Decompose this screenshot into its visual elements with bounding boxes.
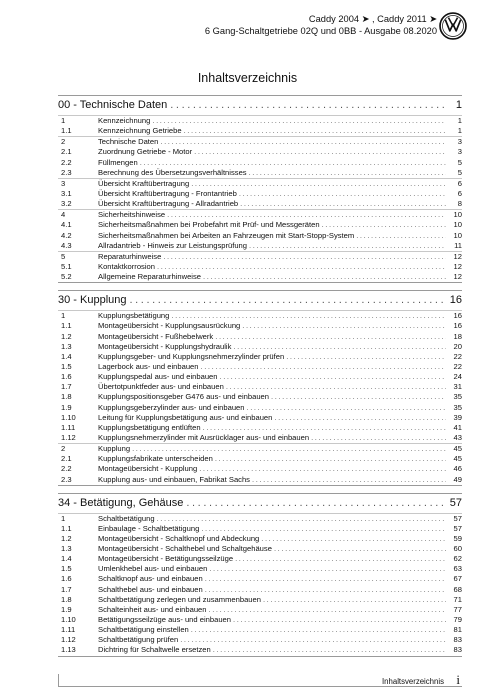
entry-number: 3.2: [61, 199, 72, 209]
toc-entry[interactable]: [58, 252, 462, 262]
entry-number: 2: [61, 444, 66, 454]
table-of-contents: [58, 95, 462, 657]
entry-title: Technische Daten: [98, 137, 159, 147]
dot-leader: [209, 564, 446, 574]
entry-page: 3: [457, 147, 462, 157]
toc-entry[interactable]: [58, 554, 462, 564]
section-title: 34 - Betätigung, Gehäuse: [58, 496, 184, 509]
toc-entry[interactable]: [58, 116, 462, 126]
toc-entry[interactable]: [58, 272, 462, 282]
entry-title: Füllmengen: [98, 157, 138, 167]
entry-page: 31: [453, 382, 462, 392]
entry-page: 12: [453, 261, 462, 271]
dot-leader: [286, 352, 446, 362]
toc-entry[interactable]: [58, 475, 462, 485]
entry-title: Schaltknopf aus- und einbauen: [98, 574, 203, 584]
entry-page: 10: [453, 220, 462, 230]
dot-leader: [191, 625, 446, 635]
entry-title: Montageübersicht - Fußhebelwerk: [98, 331, 214, 341]
entry-title: Kennzeichnung: [98, 116, 151, 125]
entry-page: 6: [457, 188, 462, 198]
dot-leader: [201, 524, 446, 534]
entry-page: 3: [457, 137, 462, 147]
entry-number: 1.2: [61, 331, 72, 341]
entry-title: Sicherheitsmaßnahmen bei Arbeiten an Fahrzeugen mit Start-Stopp-System: [98, 230, 355, 240]
entry-number: 1.4: [61, 351, 72, 361]
entry-number: 1.9: [61, 402, 72, 412]
toc-entry[interactable]: [58, 403, 462, 413]
entry-title: Kupplungsbetätigung entlüften: [98, 422, 201, 432]
dot-leader: [130, 291, 446, 310]
entry-number: 3.1: [61, 188, 72, 198]
dot-leader: [215, 332, 446, 342]
entry-title: Übersicht Kraftübertragung - Allradantrieb: [98, 199, 239, 209]
entry-page: 24: [453, 372, 462, 382]
toc-section-heading[interactable]: [58, 96, 462, 115]
entry-title: Montageübersicht - Schaltknopf und Abdeckung: [98, 533, 260, 543]
entry-page: 20: [453, 341, 462, 351]
entry-number: 1.2: [61, 533, 72, 543]
toc-chapter-group: [58, 115, 462, 136]
entry-number: 1.8: [61, 594, 72, 604]
entry-title: Montageübersicht - Schalthebel und Schaltgehäuse: [98, 544, 272, 554]
entry-number: 1: [61, 513, 66, 523]
entry-page: 1: [457, 116, 462, 125]
entry-title: Montageübersicht - Kupplungshydraulik: [98, 341, 232, 351]
toc-entry[interactable]: [58, 524, 462, 534]
entry-number: 1.10: [61, 615, 76, 625]
entry-number: 5.1: [61, 261, 72, 271]
dot-leader: [249, 168, 446, 178]
dot-leader: [205, 574, 446, 584]
entry-page: 5: [457, 157, 462, 167]
entry-title: Schalteinheit aus- und einbauen: [98, 604, 207, 614]
dot-leader: [163, 252, 446, 262]
toc-entry[interactable]: [58, 413, 462, 423]
header-vehicle-line: Caddy 2004 ➤ , Caddy 2011 ➤: [308, 14, 437, 24]
entry-title: Reparaturhinweise: [98, 251, 162, 261]
entry-number: 1.6: [61, 372, 72, 382]
toc-chapter-group: [58, 310, 462, 443]
toc-entry[interactable]: [58, 231, 462, 241]
entry-number: 4: [61, 210, 66, 220]
entry-page: 59: [453, 533, 462, 543]
entry-page: 18: [453, 331, 462, 341]
entry-number: 2.2: [61, 157, 72, 167]
entry-title: Kupplung aus- und einbauen, Fabrikat Sachs: [98, 474, 250, 484]
entry-page: 62: [453, 554, 462, 564]
header-edition-line: 6 Gang-Schaltgetriebe 02Q und 0BB - Ausgabe 08.2020: [204, 25, 437, 36]
toc-entry[interactable]: [58, 534, 462, 544]
dot-leader: [233, 615, 446, 625]
entry-page: 22: [453, 361, 462, 371]
entry-number: 4.3: [61, 240, 72, 250]
toc-entry[interactable]: [58, 352, 462, 362]
toc-entry[interactable]: [58, 433, 462, 443]
entry-title: Allgemeine Reparaturhinweise: [98, 272, 201, 282]
entry-page: 60: [453, 544, 462, 554]
toc-entry[interactable]: [58, 423, 462, 433]
entry-page: 5: [457, 167, 462, 177]
toc-entry[interactable]: [58, 189, 462, 199]
toc-entry[interactable]: [58, 585, 462, 595]
entry-number: 1.10: [61, 412, 76, 422]
entry-title: Montageübersicht - Kupplung: [98, 464, 198, 474]
entry-number: 1: [61, 116, 66, 125]
dot-leader: [184, 126, 446, 136]
section-page: 1: [455, 99, 462, 111]
toc-entry[interactable]: [58, 168, 462, 178]
entry-title: Schaltbetätigung: [98, 513, 155, 523]
dot-leader: [194, 147, 446, 157]
footer-label: Inhaltsverzeichnis: [382, 677, 444, 686]
entry-page: 8: [457, 199, 462, 209]
entry-page: 57: [453, 513, 462, 523]
dot-leader: [235, 554, 446, 564]
entry-number: 2.1: [61, 454, 72, 464]
entry-number: 1.1: [61, 321, 72, 331]
dot-leader: [203, 423, 446, 433]
entry-page: 35: [453, 402, 462, 412]
dot-leader: [140, 158, 446, 168]
entry-page: 57: [453, 523, 462, 533]
toc-chapter-group: [58, 251, 462, 282]
entry-number: 1.1: [61, 523, 72, 533]
toc-entry[interactable]: [58, 444, 462, 454]
dot-leader: [205, 585, 446, 595]
entry-page: 68: [453, 584, 462, 594]
toc-chapter-group: [58, 136, 462, 178]
dot-leader: [167, 210, 446, 220]
toc-chapter-group: [58, 209, 462, 251]
toc-entry[interactable]: [58, 564, 462, 574]
toc-section-heading[interactable]: [58, 494, 462, 513]
entry-title: Kontaktkorrosion: [98, 261, 155, 271]
toc-entry[interactable]: [58, 311, 462, 321]
entry-title: Umlenkhebel aus- und einbauen: [98, 564, 208, 574]
entry-number: 1: [61, 311, 66, 321]
dot-leader: [249, 241, 446, 251]
toc-entry[interactable]: [58, 179, 462, 189]
entry-title: Schalthebel aus- und einbauen: [98, 584, 203, 594]
dot-leader: [242, 321, 446, 331]
toc-entry[interactable]: [58, 574, 462, 584]
entry-number: 2.3: [61, 167, 72, 177]
toc-entry[interactable]: [58, 464, 462, 474]
section-title: 30 - Kupplung: [58, 294, 127, 307]
entry-number: 1.8: [61, 392, 72, 402]
toc-entry[interactable]: [58, 137, 462, 147]
entry-title: Übersicht Kraftübertragung - Frontantrieb: [98, 188, 237, 198]
dot-leader: [180, 635, 446, 645]
entry-number: 5.2: [61, 272, 72, 282]
entry-page: 67: [453, 574, 462, 584]
entry-number: 2: [61, 137, 66, 147]
dot-leader: [209, 605, 446, 615]
entry-page: 49: [453, 474, 462, 484]
entry-page: 16: [453, 311, 462, 321]
entry-number: 1.5: [61, 361, 72, 371]
entry-page: 35: [453, 392, 462, 402]
entry-number: 1.7: [61, 584, 72, 594]
entry-title: Schaltbetätigung prüfen: [98, 635, 179, 645]
vw-logo-icon: [439, 12, 467, 40]
entry-page: 46: [453, 464, 462, 474]
entry-page: 22: [453, 351, 462, 361]
entry-number: 1.7: [61, 382, 72, 392]
dot-leader: [191, 179, 446, 189]
entry-title: Kupplungsgeberzylinder aus- und einbauen: [98, 402, 245, 412]
dot-leader: [356, 231, 446, 241]
toc-entry[interactable]: [58, 342, 462, 352]
toc-section: [58, 290, 462, 485]
dot-leader: [239, 189, 446, 199]
toc-entry[interactable]: [58, 199, 462, 209]
entry-number: 1.12: [61, 432, 76, 442]
toc-entry[interactable]: [58, 595, 462, 605]
entry-number: 3: [61, 178, 66, 188]
dot-leader: [160, 137, 446, 147]
toc-entry[interactable]: [58, 625, 462, 635]
toc-entry[interactable]: [58, 514, 462, 524]
toc-section-heading[interactable]: [58, 291, 462, 310]
dot-leader: [171, 311, 446, 321]
entry-page: 45: [453, 444, 462, 454]
entry-title: Dichtring für Schaltwelle ersetzen: [98, 645, 211, 655]
section-page: 57: [449, 496, 462, 509]
toc-entry[interactable]: [58, 382, 462, 392]
entry-number: 4.1: [61, 220, 72, 230]
toc-entry[interactable]: [58, 392, 462, 402]
toc-entry[interactable]: [58, 544, 462, 554]
entry-number: 4.2: [61, 230, 72, 240]
entry-title: Kennzeichnung Getriebe: [98, 126, 182, 136]
entry-title: Schaltbetätigung einstellen: [98, 625, 189, 635]
dot-leader: [215, 454, 446, 464]
entry-number: 1.12: [61, 635, 76, 645]
toc-entry[interactable]: [58, 454, 462, 464]
entry-title: Montageübersicht - Kupplungsausrückung: [98, 321, 241, 331]
toc-entry[interactable]: [58, 321, 462, 331]
entry-page: 83: [453, 645, 462, 655]
entry-page: 39: [453, 412, 462, 422]
entry-page: 10: [453, 230, 462, 240]
entry-title: Kupplungsfabrikate unterscheiden: [98, 454, 213, 464]
toc-entry[interactable]: [58, 126, 462, 136]
entry-page: 45: [453, 454, 462, 464]
entry-number: 1.13: [61, 645, 76, 655]
toc-entry[interactable]: [58, 241, 462, 251]
entry-page: 83: [453, 635, 462, 645]
entry-page: 6: [457, 178, 462, 188]
entry-page: 79: [453, 615, 462, 625]
entry-title: Kupplungsbetätigung: [98, 311, 170, 321]
dot-leader: [240, 199, 446, 209]
dot-leader: [247, 403, 447, 413]
footer-page-number: i: [456, 672, 460, 687]
dot-leader: [233, 342, 446, 352]
entry-number: 1.3: [61, 544, 72, 554]
toc-chapter-group: [58, 513, 462, 656]
section-title: 00 - Technische Daten: [58, 99, 168, 111]
toc-entry[interactable]: [58, 605, 462, 615]
entry-number: 5: [61, 251, 66, 261]
dot-leader: [271, 392, 446, 402]
entry-title: Leitung für Kupplungsbetätigung aus- und einbauen: [98, 412, 273, 422]
entry-title: Lagerbock aus- und einbauen: [98, 361, 199, 371]
entry-page: 81: [453, 625, 462, 635]
entry-page: 43: [453, 432, 462, 442]
entry-title: Sicherheitshinweise: [98, 210, 166, 220]
section-page: 16: [449, 294, 462, 307]
entry-number: 1.11: [61, 422, 76, 432]
entry-title: Zuordnung Getriebe - Motor: [98, 147, 193, 157]
entry-page: 41: [453, 422, 462, 432]
toc-entry[interactable]: [58, 158, 462, 168]
entry-number: 1.6: [61, 574, 72, 584]
toc-entry[interactable]: [58, 615, 462, 625]
entry-number: 1.3: [61, 341, 72, 351]
toc-entry[interactable]: [58, 147, 462, 157]
entry-title: Schaltbetätigung zerlegen und zusammenbauen: [98, 594, 261, 604]
page-title: Inhaltsverzeichnis: [197, 71, 298, 85]
toc-entry[interactable]: [58, 210, 462, 220]
entry-page: 12: [453, 272, 462, 282]
dot-leader: [263, 595, 446, 605]
toc-section: [58, 95, 462, 283]
dot-leader: [226, 382, 446, 392]
dot-leader: [157, 514, 446, 524]
entry-title: Übersicht Kraftübertragung: [98, 178, 190, 188]
dot-leader: [213, 645, 446, 655]
entry-title: Kupplungsnehmerzylinder mit Ausrücklager aus- und einbauen: [98, 432, 310, 442]
dot-leader: [186, 494, 445, 513]
toc-entry[interactable]: [58, 262, 462, 272]
toc-section: [58, 493, 462, 657]
entry-page: 1: [457, 126, 462, 136]
dot-leader: [274, 544, 446, 554]
dot-leader: [152, 116, 446, 126]
dot-leader: [252, 475, 446, 485]
toc-entry[interactable]: [58, 645, 462, 655]
entry-number: 1.5: [61, 564, 72, 574]
entry-page: 10: [453, 210, 462, 220]
dot-leader: [170, 96, 448, 115]
entry-number: 2.3: [61, 474, 72, 484]
dot-leader: [132, 444, 446, 454]
dot-leader: [311, 433, 446, 443]
toc-chapter-group: [58, 178, 462, 209]
entry-page: 11: [454, 240, 462, 250]
dot-leader: [261, 534, 446, 544]
entry-page: 63: [453, 564, 462, 574]
entry-title: Kupplung: [98, 444, 131, 454]
entry-title: Sicherheitsmaßnahmen bei Probefahrt mit Prüf- und Messgeräten: [98, 220, 320, 230]
toc-entry[interactable]: [58, 362, 462, 372]
entry-number: 1.4: [61, 554, 72, 564]
entry-page: 12: [453, 251, 462, 261]
toc-entry[interactable]: [58, 635, 462, 645]
dot-leader: [220, 372, 447, 382]
entry-title: Kupplungspedal aus- und einbauen: [98, 372, 218, 382]
entry-number: 1.11: [61, 625, 76, 635]
toc-entry[interactable]: [58, 372, 462, 382]
entry-number: 1.9: [61, 604, 72, 614]
dot-leader: [274, 413, 446, 423]
dot-leader: [200, 362, 446, 372]
page-footer: [58, 672, 462, 700]
toc-entry[interactable]: [58, 332, 462, 342]
dot-leader: [322, 220, 446, 230]
toc-entry[interactable]: [58, 220, 462, 230]
entry-title: Kupplungspositionsgeber G476 aus- und einbauen: [98, 392, 269, 402]
entry-page: 16: [453, 321, 462, 331]
dot-leader: [203, 272, 446, 282]
entry-number: 1.1: [61, 126, 72, 136]
entry-title: Berechnung des Übersetzungsverhältnisses: [98, 167, 247, 177]
entry-number: 2.2: [61, 464, 72, 474]
entry-title: Betätigungsseilzüge aus- und einbauen: [98, 615, 231, 625]
document-header: [205, 14, 437, 37]
toc-chapter-group: [58, 443, 462, 485]
entry-page: 71: [453, 594, 462, 604]
entry-title: Einbaulage - Schaltbetätigung: [98, 523, 200, 533]
dot-leader: [157, 262, 446, 272]
entry-title: Übertotpunktfeder aus- und einbauen: [98, 382, 224, 392]
dot-leader: [199, 464, 446, 474]
entry-page: 77: [453, 604, 462, 614]
entry-title: Montageübersicht - Betätigungsseilzüge: [98, 554, 234, 564]
entry-title: Kupplungsgeber- und Kupplungsnehmerzylinder prüfen: [98, 351, 285, 361]
entry-title: Allradantrieb - Hinweis zur Leistungsprüfung: [98, 240, 247, 250]
entry-number: 2.1: [61, 147, 72, 157]
